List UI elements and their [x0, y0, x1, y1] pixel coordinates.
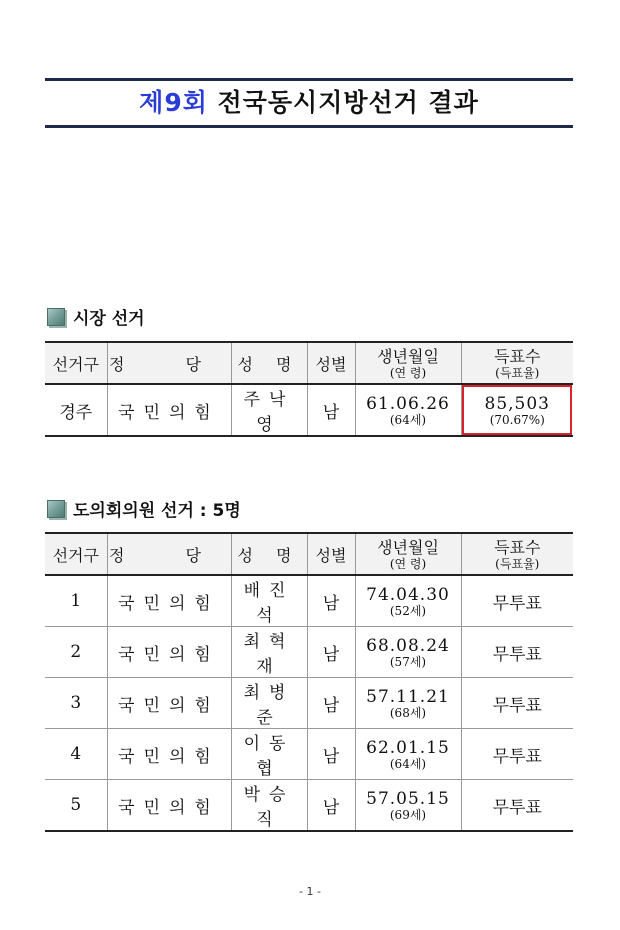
table-row	[45, 780, 573, 832]
page-number: - 1 -	[299, 885, 321, 898]
cell-gender: 남	[307, 678, 355, 729]
cell-district: 2	[45, 627, 107, 678]
header-district: 선거구	[45, 342, 107, 384]
cell-party: 국민의힘	[107, 678, 231, 729]
cell-gender: 남	[307, 780, 355, 832]
title-bottom-rule	[45, 125, 573, 128]
cell-birth: 57.11.21 (68세)	[355, 678, 461, 729]
header-gender: 성별	[307, 533, 355, 575]
cell-party: 국민의힘	[107, 729, 231, 780]
cell-party: 국민의힘	[107, 384, 231, 436]
cell-party: 국민의힘	[107, 627, 231, 678]
cell-district: 5	[45, 780, 107, 832]
table-row	[45, 384, 573, 436]
cell-gender: 남	[307, 627, 355, 678]
cell-district: 3	[45, 678, 107, 729]
cell-birth: 68.08.24 (57세)	[355, 627, 461, 678]
header-name: 성 명	[231, 342, 307, 384]
cell-district: 1	[45, 575, 107, 627]
cell-district: 4	[45, 729, 107, 780]
table-row	[45, 678, 573, 729]
header-votes: 득표수 (득표율)	[461, 533, 573, 575]
header-party: 정 당	[107, 533, 231, 575]
cell-party: 국민의힘	[107, 575, 231, 627]
cell-name: 박승직	[231, 780, 307, 832]
table-row	[45, 627, 573, 678]
cell-district: 경주	[45, 384, 107, 436]
header-birth: 생년월일 (연 령)	[355, 342, 461, 384]
cell-name: 최병준	[231, 678, 307, 729]
council-table	[45, 532, 573, 832]
header-gender: 성별	[307, 342, 355, 384]
cell-name: 배진석	[231, 575, 307, 627]
header-party: 정 당	[107, 342, 231, 384]
cell-votes: 무투표	[461, 575, 573, 627]
header-birth: 생년월일 (연 령)	[355, 533, 461, 575]
cell-votes: 무투표	[461, 729, 573, 780]
table-row	[45, 729, 573, 780]
header-district: 선거구	[45, 533, 107, 575]
header-votes: 득표수 (득표율)	[461, 342, 573, 384]
cell-birth: 62.01.15 (64세)	[355, 729, 461, 780]
council-heading-text: 도의회의원 선거 : 5명	[73, 501, 241, 521]
council-section-heading	[47, 496, 241, 521]
cell-name: 최혁재	[231, 627, 307, 678]
square-bullet-icon	[47, 500, 65, 518]
page-title	[45, 81, 573, 125]
square-bullet-icon	[47, 308, 65, 326]
title-accent: 제9회	[139, 88, 208, 117]
council-header-row	[45, 533, 573, 575]
title-block	[45, 78, 573, 128]
cell-gender: 남	[307, 575, 355, 627]
mayor-heading-text: 시장 선거	[73, 309, 145, 329]
cell-name: 이동협	[231, 729, 307, 780]
cell-birth: 61.06.26 (64세)	[355, 384, 461, 436]
cell-party: 국민의힘	[107, 780, 231, 832]
cell-votes: 무투표	[461, 678, 573, 729]
mayor-table	[45, 341, 573, 437]
mayor-section-heading	[47, 304, 145, 329]
title-text: 전국동시지방선거 결과	[217, 88, 479, 117]
header-name: 성 명	[231, 533, 307, 575]
cell-birth: 57.05.15 (69세)	[355, 780, 461, 832]
cell-name: 주낙영	[231, 384, 307, 436]
cell-votes: 85,503 (70.67%)	[461, 384, 573, 436]
cell-votes: 무투표	[461, 627, 573, 678]
cell-birth: 74.04.30 (52세)	[355, 575, 461, 627]
cell-votes: 무투표	[461, 780, 573, 832]
table-row	[45, 575, 573, 627]
cell-gender: 남	[307, 384, 355, 436]
cell-gender: 남	[307, 729, 355, 780]
mayor-header-row	[45, 342, 573, 384]
